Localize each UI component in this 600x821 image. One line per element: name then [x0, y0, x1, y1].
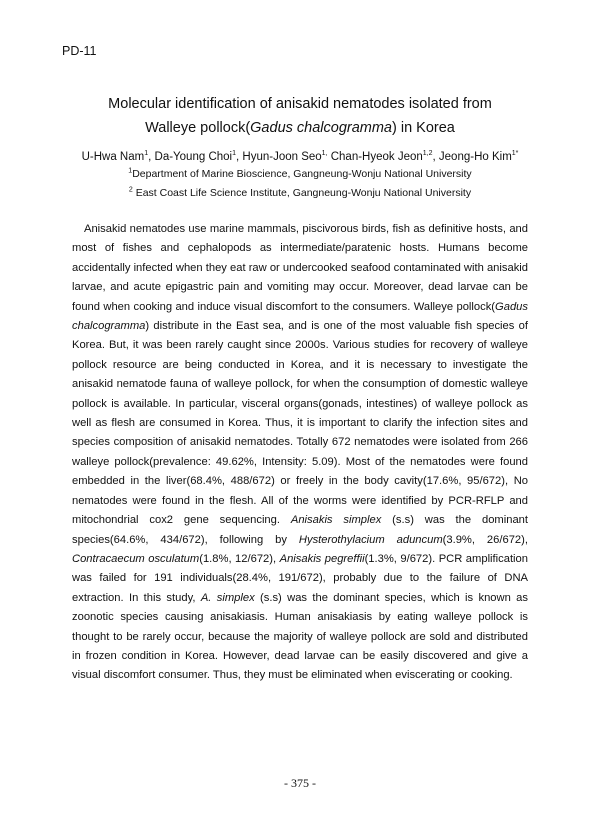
affiliation: [0, 186, 600, 200]
title-line-1: Molecular identification of anisakid nematodes isolated from: [108, 96, 492, 112]
abstract-text: (s.s) was the dominant species(64.6%, 434/672), following by: [72, 514, 528, 546]
abstract-text: (3.9%, 26/672),: [442, 533, 528, 546]
abstract-text: ) distribute in the East sea, and is one of the most valuable fish species of Korea. But, it was been rarely caught since 2000s. Various studies for recovery of walleye pollock resource are being conducted in Korea, and it is necessary to investigate the anisakid nematode fauna of walleye pollock, for when the consumption of domestic walleye pollock is available. In particular, visceral organs(gonads, intestines) of walleye pollock as well as flesh are consumed in Korea. Thus, it is important to clarify the infection sites and species composition of anisakid nematodes. Totally 672 nematodes were isolated from 266 walleye pollock(prevalence: 49.62%, Intensity: 5.09). Most of the nematodes were found embedded in the liver(68.4%, 488/672) or freely in the body cavity(17.6%, 95/672), No nematodes were found in the flesh. All of the worms were identified by PCR-RFLP and mitochondrial cox2 gene sequencing.: [72, 320, 528, 527]
affiliation-mark: 1: [128, 167, 133, 175]
species-name: Contracaecum osculatum: [72, 552, 200, 565]
abstract-text: (1.8%, 12/672),: [199, 552, 280, 565]
author-affiliation-mark: 1: [232, 150, 236, 158]
abstract-text: Anisakid nematodes use marine mammals, piscivorous birds, fish as definitive hosts, and most of fishes and cephalopods as intermediate/paratenic hosts. Humans become accidentally infected when they eat raw or undercooked seafood contaminated with anisakid larvae, and acute epigastric pain and vomiting may occur. Moreover, dead larvae can be found when cooking and induce visual discomfort to the consumers. Walleye pollock(: [72, 223, 528, 313]
page-number: - 375 -: [284, 776, 316, 790]
species-name: Gadus chalcogramma: [72, 300, 528, 333]
author-affiliation-mark: 1,: [321, 150, 328, 158]
author-list: U-Hwa Nam$^1$, Da-Young Choi$^1$, Hyun-Joon Seo$^{1,}$ Chan-Hyeok Jeon$^{1,2}$, Jeong-Ho Kim$^{1*}$: [81, 150, 519, 163]
author-name: Hyun-Joon Seo: [242, 151, 322, 163]
poster-code: PD-11: [62, 44, 97, 58]
abstract-text: (1.3%, 9/672). PCR amplification was failed for 191 individuals(28.4%, 191/672), probably due to the failure of DNA extraction. In this study,: [72, 552, 528, 604]
title-text: Walleye pollock(: [145, 120, 251, 136]
author-name: Jeong-Ho Kim: [438, 151, 512, 163]
author-name: U-Hwa Nam: [81, 151, 145, 163]
author-affiliation-mark: 1*: [511, 150, 519, 158]
affiliation-text: East Coast Life Science Institute, Gangneung-Wonju National University: [132, 187, 472, 199]
abstract-paragraph: [72, 220, 528, 686]
species-name: Gadus chalcogramma: [250, 120, 392, 136]
title-text: ) in Korea: [392, 120, 455, 136]
species-name: Anisakis pegreffii: [279, 552, 365, 565]
abstract-text: (s.s) was the dominant species, which is known as zoonotic species causing anisakiasis. Human anisakiasis by eating walleye pollock is thought to be rarely occur, because the majority of walleye pollock are sold and distributed in frozen condition in Korea. However, dead larvae can be easily discovered and give a visual discomfort consumer. Thus, they must be eliminated when eviscerating or cooking.: [72, 591, 528, 682]
paper-title: [0, 92, 600, 140]
species-name: A. simplex: [200, 591, 255, 604]
title-line-2: [0, 116, 600, 140]
author-name: Chan-Hyeok Jeon: [330, 151, 423, 163]
affiliation: [0, 167, 600, 181]
species-name: Anisakis simplex: [290, 514, 382, 527]
species-name: Hysterothylacium aduncum: [298, 533, 443, 546]
author-affiliation-mark: 1,2: [422, 150, 433, 158]
author-name: Da-Young Choi: [154, 151, 233, 163]
affiliation-text: Department of Marine Bioscience, Gangneung-Wonju National University: [132, 168, 472, 180]
abstract: [72, 220, 528, 686]
affiliation-mark: 2: [128, 186, 133, 194]
author-affiliation-mark: 1: [144, 150, 149, 158]
